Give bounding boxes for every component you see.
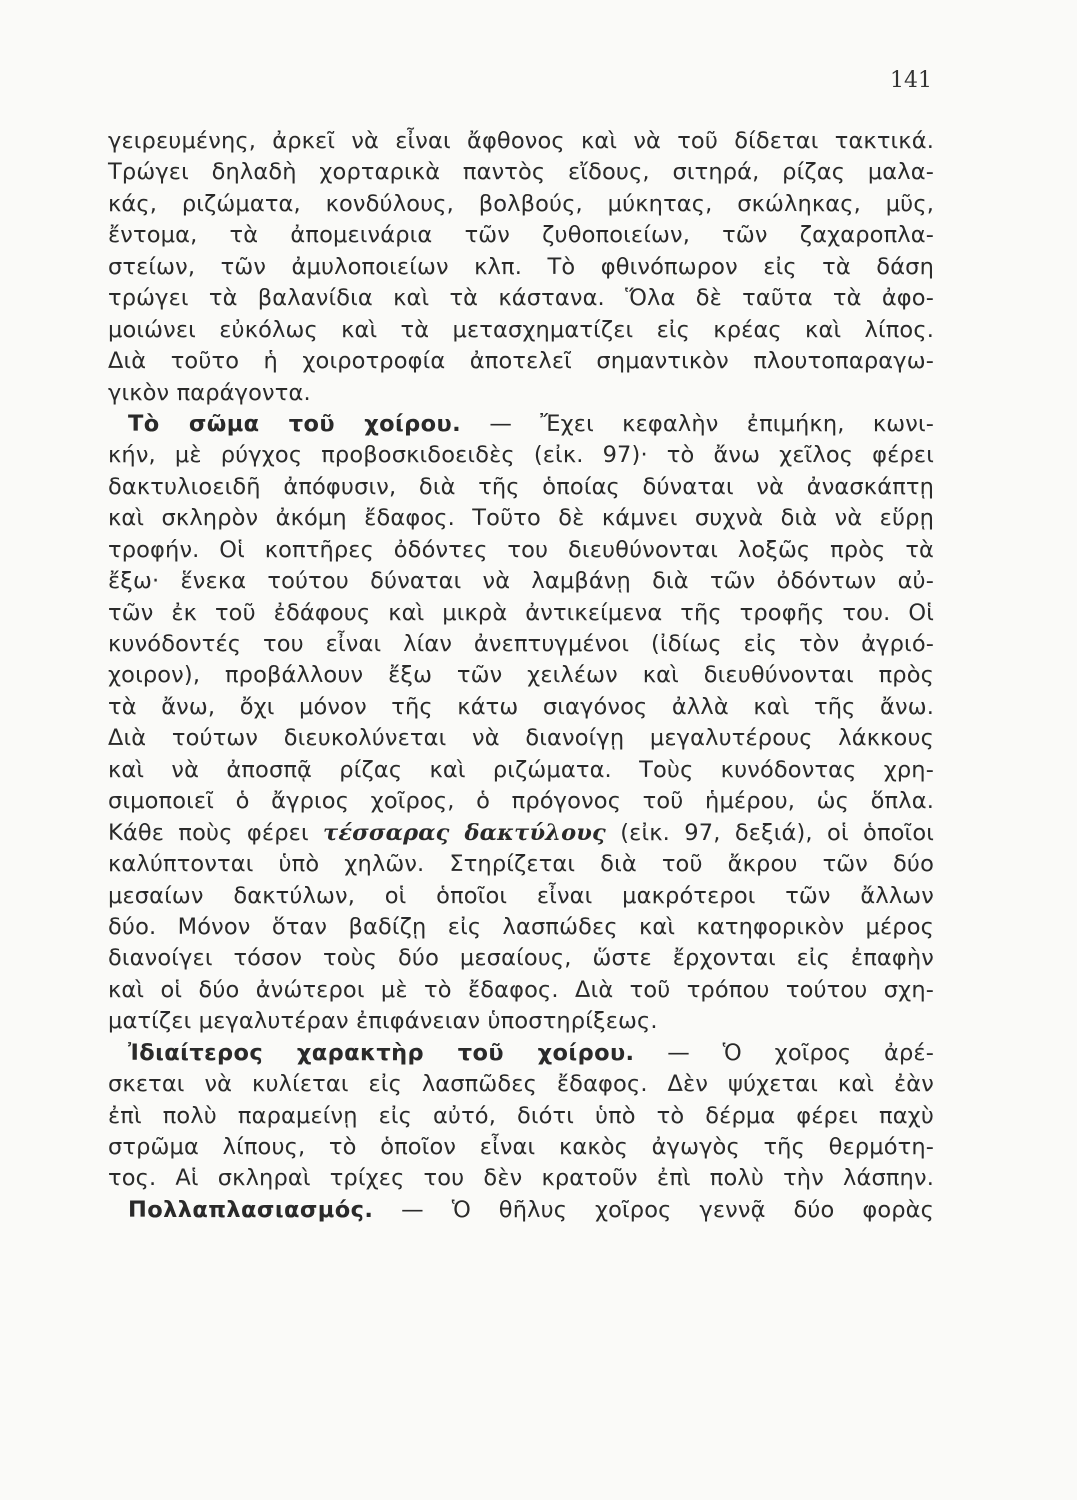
text-line [108, 818, 934, 849]
line-text: χοιρον), προβάλλουν ἔξω τῶν χειλέων καὶ διευθύνονται πρὸς [108, 662, 934, 689]
page-number: 141 [890, 68, 932, 93]
line-text: στείων, τῶν ἀμυλοποιείων κλπ. Τὸ φθινόπωρον εἰς τὰ δάση [108, 253, 934, 280]
section-heading: Πολλαπλασιασμός. [128, 1196, 374, 1223]
text-line [108, 598, 934, 629]
line-text: κήν, μὲ ρύγχος προβοσκιδοειδὲς (εἰκ. 97)· τὸ ἄνω χεῖλος φέρει [108, 442, 934, 469]
line-text: κάς, ριζώματα, κονδύλους, βολβούς, μύκητας, σκώληκας, μῦς, [108, 190, 934, 217]
text-line [108, 975, 934, 1006]
text-line [108, 1132, 934, 1163]
line-text: — Ἔχει κεφαλὴν ἐπιμήκη, κωνι- [461, 410, 934, 437]
text-line [108, 692, 934, 723]
line-text: γικὸν παράγοντα. [108, 379, 311, 406]
text-line [108, 723, 934, 754]
line-text: ματίζει μεγαλυτέραν ἐπιφάνειαν ὑποστηρίξεως. [108, 1008, 658, 1035]
text-line [108, 283, 934, 314]
text-line [108, 315, 934, 346]
line-text: Διὰ τούτων διευκολύνεται νὰ διανοίγῃ μεγαλυτέρους λάκκους [108, 725, 934, 752]
text-line [108, 660, 934, 691]
text-line [108, 252, 934, 283]
section-heading: Ἰδιαίτερος χαρακτὴρ τοῦ χοίρου. [128, 1039, 635, 1066]
line-text: σκεται νὰ κυλίεται εἰς λασπῶδες ἔδαφος. Δὲν ψύχεται καὶ ἐὰν [108, 1071, 934, 1098]
line-text: — Ὁ χοῖρος ἀρέ- [634, 1039, 934, 1066]
line-text: μοιώνει εὐκόλως καὶ τὰ μετασχηματίζει εἰς κρέας καὶ λίπος. [108, 316, 934, 343]
line-text: ἐπὶ πολὺ παραμείνῃ εἰς αὐτό, διότι ὑπὸ τὸ δέρμα φέρει παχὺ [108, 1102, 934, 1129]
line-text: Διὰ τοῦτο ἡ χοιροτροφία ἀποτελεῖ σημαντικὸν πλουτοπαραγω- [108, 348, 934, 375]
line-text: (εἰκ. 97, δεξιά), οἱ ὁποῖοι [605, 819, 935, 846]
text-line [108, 346, 934, 377]
line-text: δύο. Μόνον ὅταν βαδίζῃ εἰς λασπώδες καὶ κατηφορικὸν μέρος [108, 913, 934, 940]
line-text: σιμοποιεῖ ὁ ἄγριος χοῖρος, ὁ πρόγονος τοῦ ἡμέρου, ὡς ὅπλα. [108, 788, 934, 815]
line-text: τος. Αἱ σκληραὶ τρίχες του δὲν κρατοῦν ἐπὶ πολὺ τὴν λάσπην. [108, 1165, 934, 1192]
line-text: Τρώγει δηλαδὴ χορταρικὰ παντὸς εἴδους, σιτηρά, ρίζας μαλα- [108, 159, 934, 186]
text-line [108, 535, 934, 566]
text-line [108, 912, 934, 943]
line-text: στρῶμα λίπους, τὸ ὁποῖον εἶναι κακὸς ἀγωγὸς τῆς θερμότη- [108, 1134, 934, 1160]
line-text: δακτυλιοειδῆ ἀπόφυσιν, διὰ τῆς ὁποίας δύναται νὰ ἀνασκάπτῃ [108, 473, 934, 500]
text-line [108, 1163, 934, 1194]
text-line [108, 220, 934, 251]
text-line [108, 755, 934, 786]
line-text: ἔξω· ἕνεκα τούτου δύναται νὰ λαμβάνῃ διὰ τῶν ὀδόντων αὐ- [108, 568, 934, 595]
section-heading-line [108, 1038, 934, 1069]
text-line [108, 157, 934, 188]
text-line [108, 849, 934, 880]
line-text: διανοίγει τόσον τοὺς δύο μεσαίους, ὥστε ἔρχονται εἰς ἐπαφὴν [108, 945, 934, 972]
emphasized-term: τέσσαρας δακτύλους [323, 819, 606, 846]
text-line [108, 1006, 934, 1037]
line-text: τὰ ἄνω, ὄχι μόνον τῆς κάτω σιαγόνος ἀλλὰ καὶ τῆς ἄνω. [108, 693, 934, 720]
line-text: τροφήν. Οἱ κοπτῆρες ὀδόντες του διευθύνονται λοξῶς πρὸς τὰ [108, 536, 934, 563]
text-line [108, 629, 934, 660]
line-text: καὶ σκληρὸν ἀκόμη ἔδαφος. Τοῦτο δὲ κάμνει συχνὰ διὰ νὰ εὕρῃ [108, 505, 934, 532]
line-text: τρώγει τὰ βαλανίδια καὶ τὰ κάστανα. Ὅλα δὲ ταῦτα τὰ ἀφο- [108, 285, 934, 312]
text-line [108, 503, 934, 534]
text-line [108, 126, 934, 157]
body-text [108, 126, 934, 1226]
line-text: καλύπτονται ὑπὸ χηλῶν. Στηρίζεται διὰ τοῦ ἄκρου τῶν δύο [108, 851, 934, 878]
line-text: — Ὁ θῆλυς χοῖρος γεννᾷ δύο φορὰς [373, 1196, 934, 1223]
text-line [108, 881, 934, 912]
section-heading-line [108, 1195, 934, 1226]
section-heading: Τὸ σῶμα τοῦ χοίρου. [128, 410, 462, 437]
text-line [108, 189, 934, 220]
line-text: καὶ νὰ ἀποσπᾷ ρίζας καὶ ριζώματα. Τοὺς κυνόδοντας χρη- [108, 756, 934, 783]
text-line [108, 566, 934, 597]
text-line [108, 472, 934, 503]
line-text: καὶ οἱ δύο ἀνώτεροι μὲ τὸ ἔδαφος. Διὰ τοῦ τρόπου τούτου σχη- [108, 976, 934, 1003]
text-line [108, 1101, 934, 1132]
text-line [108, 1069, 934, 1100]
line-text: κυνόδοντές του εἶναι λίαν ἀνεπτυγμένοι (ἰδίως εἰς τὸν ἀγριό- [108, 631, 934, 657]
text-line [108, 786, 934, 817]
text-line [108, 378, 934, 409]
line-text: Κάθε ποὺς φέρει [108, 819, 324, 846]
line-text: μεσαίων δακτύλων, οἱ ὁποῖοι εἶναι μακρότεροι τῶν ἄλλων [108, 882, 934, 909]
line-text: ἔντομα, τὰ ἀπομεινάρια τῶν ζυθοποιείων, τῶν ζαχαροπλα- [108, 222, 934, 249]
line-text: τῶν ἐκ τοῦ ἐδάφους καὶ μικρὰ ἀντικείμενα τῆς τροφῆς του. Οἱ [108, 599, 934, 626]
text-line [108, 943, 934, 974]
line-text: γειρευμένης, ἀρκεῖ νὰ εἶναι ἄφθονος καὶ νὰ τοῦ δίδεται τακτικά. [108, 128, 934, 154]
section-heading-line [108, 409, 934, 440]
text-line [108, 440, 934, 471]
